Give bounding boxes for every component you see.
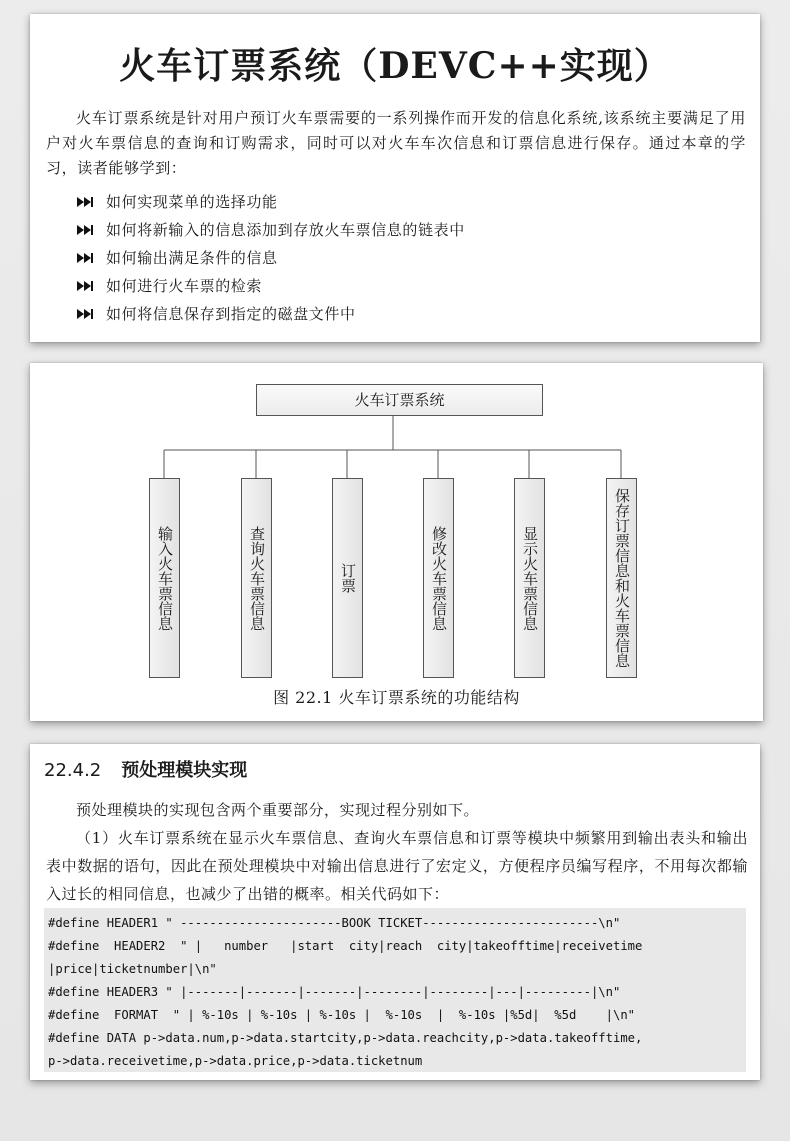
list-item-text: 如何实现菜单的选择功能	[106, 193, 278, 211]
fast-forward-icon	[76, 308, 94, 320]
section-card	[30, 744, 760, 1080]
section-heading	[44, 756, 247, 782]
diagram-card	[30, 363, 763, 721]
section-number: 22.4.2	[44, 760, 102, 781]
list-item	[76, 216, 465, 244]
diagram-node-modify	[423, 478, 454, 678]
learning-goals-list	[76, 188, 465, 328]
body-paragraph: 预处理模块的实现包含两个重要部分，实现过程分别如下。	[76, 801, 480, 819]
diagram-node-label: 订票	[339, 563, 357, 593]
code-line: #define HEADER2 " | number |start city|reach city|takeofftime|receivetime	[48, 939, 643, 953]
code-line: #define DATA p->data.num,p->data.startcity,p->data.reachcity,p->data.takeofftime,	[48, 1031, 643, 1045]
fast-forward-icon	[76, 280, 94, 292]
fast-forward-icon	[76, 196, 94, 208]
section-title: 预处理模块实现	[121, 760, 248, 781]
list-item-text: 如何将信息保存到指定的磁盘文件中	[106, 305, 356, 323]
diagram-node-label: 查询火车票信息	[248, 525, 266, 631]
code-block	[44, 908, 746, 1072]
code-line: |price|ticketnumber|\n"	[48, 962, 217, 976]
list-item-text: 如何进行火车票的检索	[106, 277, 263, 295]
list-item-text: 如何输出满足条件的信息	[106, 249, 278, 267]
fast-forward-icon	[76, 224, 94, 236]
fast-forward-icon	[76, 252, 94, 264]
code-line: #define FORMAT " | %-10s | %-10s | %-10s | %-10s | %-10s |%5d| %5d |\n"	[48, 1008, 635, 1022]
list-item	[76, 244, 465, 272]
code-line: #define HEADER1 " ----------------------BOOK TICKET------------------------\n"	[48, 916, 621, 930]
intro-paragraph: 火车订票系统是针对用户预订火车票需要的一系列操作而开发的信息化系统,该系统主要满足了用户对火车票信息的查询和订购需求，同时可以对火车车次信息和订票信息进行保存。通过本章的学习，读者能够学到：	[46, 109, 746, 177]
diagram-node-input	[149, 478, 180, 678]
diagram-node-label: 输入火车票信息	[156, 525, 174, 631]
diagram-node-save	[606, 478, 637, 678]
list-item	[76, 272, 465, 300]
diagram-root-node: 火车订票系统	[256, 384, 543, 416]
diagram-node-query	[241, 478, 272, 678]
page-title: 火车订票系统（DEVC++实现）	[119, 45, 671, 87]
diagram-node-display	[514, 478, 545, 678]
figure-caption: 图 22.1 火车订票系统的功能结构	[273, 688, 520, 707]
body-paragraph: （1）火车订票系统在显示火车票信息、查询火车票信息和订票等模块中频繁用到输出表头和输出表中数据的语句，因此在预处理模块中对输出信息进行了宏定义，方便程序员编写程序，不用每次都输入过长的相同信息，也减少了出错的概率。相关代码如下：	[46, 829, 748, 903]
diagram-node-label: 保存订票信息和火车票信息	[613, 488, 631, 668]
list-item-text: 如何将新输入的信息添加到存放火车票信息的链表中	[106, 221, 465, 239]
diagram-node-label: 修改火车票信息	[430, 525, 448, 631]
code-line: #define HEADER3 " |-------|-------|-------|--------|--------|---|---------|\n"	[48, 985, 621, 999]
diagram-node-book	[332, 478, 363, 678]
diagram-node-label: 显示火车票信息	[521, 525, 539, 631]
intro-card	[30, 14, 760, 342]
list-item	[76, 300, 465, 328]
code-line: p->data.receivetime,p->data.price,p->data.ticketnum	[48, 1054, 423, 1068]
list-item	[76, 188, 465, 216]
